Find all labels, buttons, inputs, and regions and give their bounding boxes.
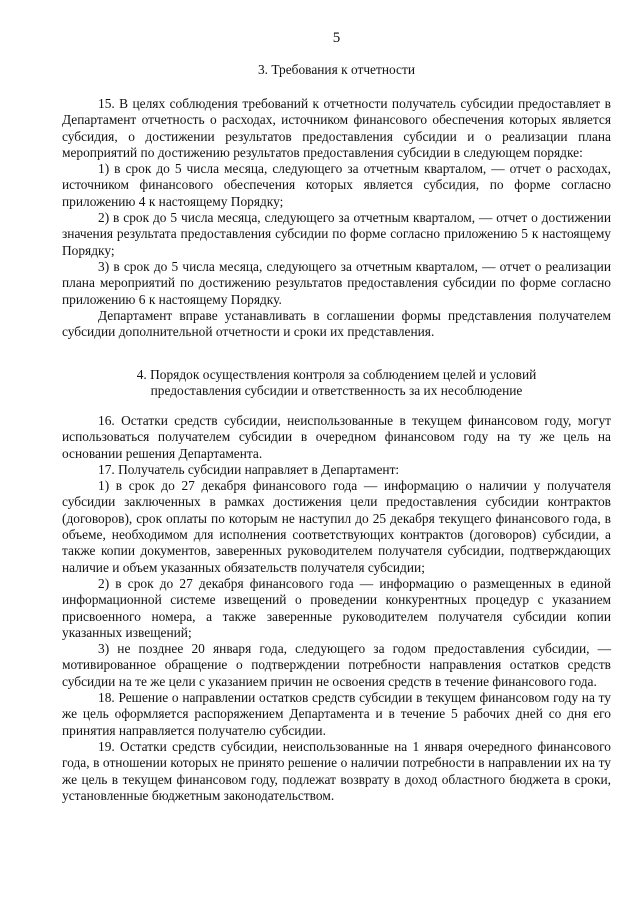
paragraph-16: 16. Остатки средств субсидии, неиспользованные в текущем финансовом году, могут использоваться получателем субсидии в очередном финансовом году на ту же цель на основании решения Департамента.	[62, 413, 611, 461]
paragraph-19: 19. Остатки средств субсидии, неиспользованные на 1 января очередного финансового года, в отношении которых не принято решение о наличии потребности в направлении их на ту же цель в текущем финансовом году, подлежат возврату в доход областного бюджета в сроки, установленные бюджетным законодательством.	[62, 738, 611, 803]
section-3-heading	[62, 62, 611, 78]
list-item-2: 2) в срок до 27 декабря финансового года — информацию о размещенных в единой информационной системе извещений о проведении конкурентных процедур с указанием присвоенного номера, а также заверенные руководителем получателя субсидии копии указанных извещений;	[62, 575, 611, 640]
list-item-2: 2) в срок до 5 числа месяца, следующего за отчетным кварталом, — отчет о достижении значения результата предоставления субсидии по форме согласно приложению 5 к настоящему Порядку;	[62, 210, 611, 258]
paragraph-18: 18. Решение о направлении остатков средств субсидии в текущем финансовом году на ту же цель оформляется распоряжением Департамента и в течение 5 рабочих дней со дня его принятия направляется получателю субсидии.	[62, 690, 611, 738]
page-number: 5	[332, 30, 341, 46]
list-item-1: 1) в срок до 27 декабря финансового года — информацию о наличии у получателя субсидии заключенных в рамках достижения цели предоставления субсидии контрактов (договоров), срок оплаты по которым не наступил до 25 декабря текущего финансового года, в объеме, необходимом для исполнения соответствующих контрактов (договоров) субсидии, а также копии документов, заверенных руководителем получателя субсидии, подтверждающих наличие и объем указанных обязательств получателя субсидии;	[62, 478, 611, 575]
list-item-1: 1) в срок до 5 числа месяца, следующего за отчетным кварталом, — отчет о расходах, источником финансового обеспечения которых является субсидия, по форме согласно приложению 4 к настоящему Порядку;	[62, 161, 611, 209]
section-4-heading	[62, 367, 611, 400]
paragraph-15: 15. В целях соблюдения требований к отчетности получатель субсидии предоставляет в Департамент отчетность о расходах, источником финансового обеспечения которых является субсидия, о достижении результатов предоставления субсидии и о реализации плана мероприятий по достижению результатов предоставления субсидии в следующем порядке:	[62, 96, 611, 160]
paragraph-department: Департамент вправе устанавливать в соглашении формы представления получателем субсидии дополнительной отчетности и сроки их представления.	[62, 307, 611, 340]
section-title-line-1: 4. Порядок осуществления контроля за соблюдением целей и условий	[136, 367, 537, 382]
list-item-3: 3) не позднее 20 января года, следующего за годом предоставления субсидии, — мотивированное обращение о подтверждении потребности направления остатков средств субсидии на те же цели с указанием причин не освоения средств в течение финансового года.	[62, 641, 611, 689]
list-item-3: 3) в срок до 5 числа месяца, следующего за отчетным кварталом, — отчет о реализации плана мероприятий по достижению результатов предоставления субсидии по форме согласно приложению 6 к настоящему Порядку.	[62, 258, 611, 307]
section-title: 3. Требования к отчетности	[257, 62, 416, 77]
paragraph-17: 17. Получатель субсидии направляет в Департамент:	[98, 461, 400, 477]
section-3-body	[62, 96, 611, 340]
section-title-line-2: предоставления субсидии и ответственность за их несоблюдение	[150, 383, 523, 399]
section-4-body	[62, 413, 611, 804]
